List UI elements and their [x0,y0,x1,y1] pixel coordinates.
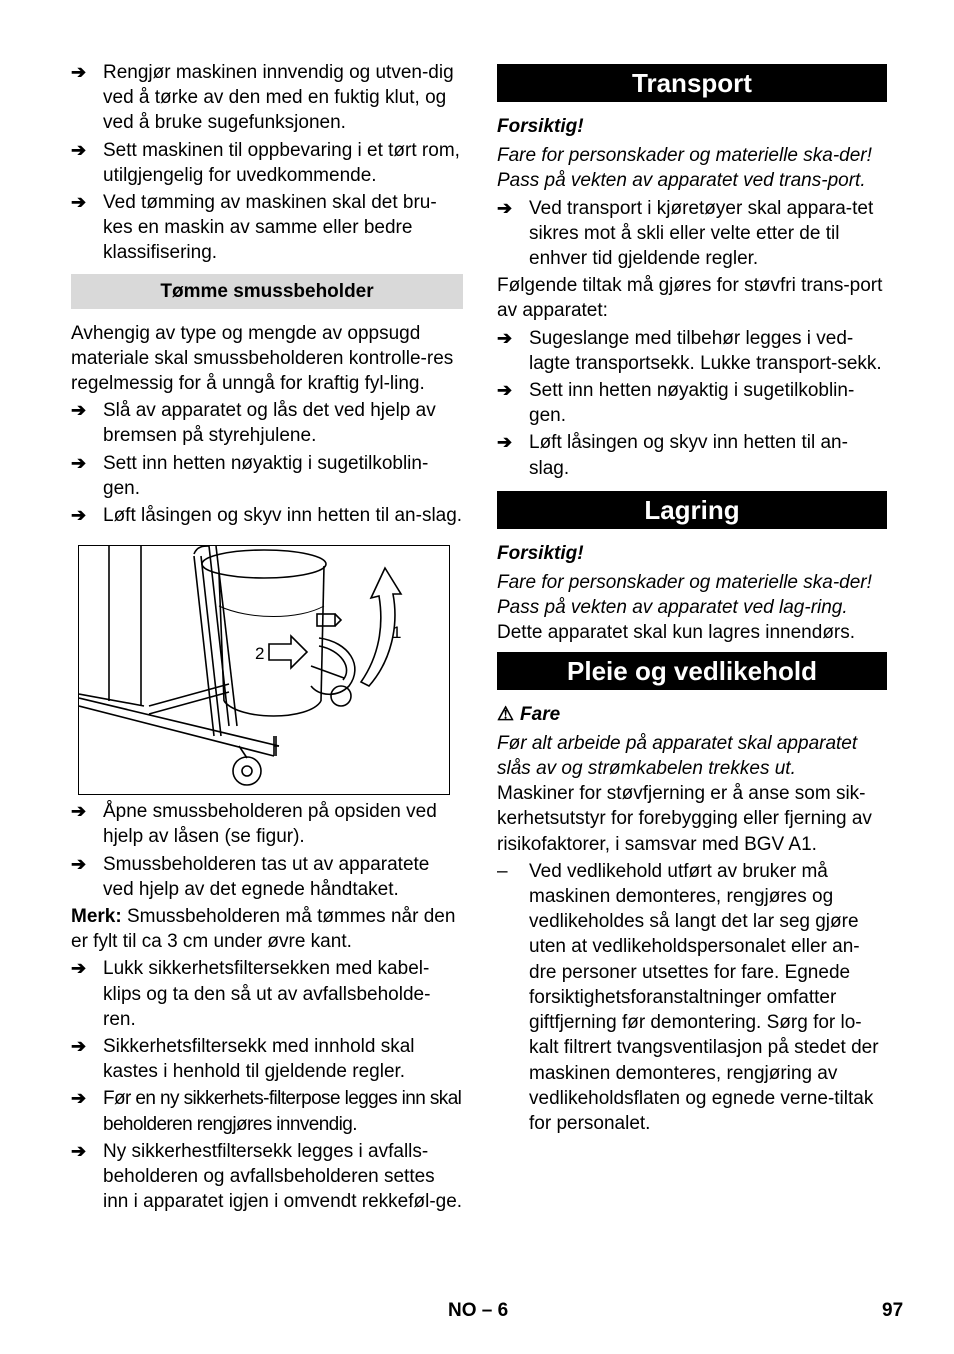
section-title-lagring: Lagring [497,491,887,529]
maintenance-dash-list [497,859,887,1136]
left-column [71,58,463,1215]
list-item: ➔ Smussbeholderen tas ut av apparatete ved hjelp av det egnede håndtaket. [71,853,430,900]
danger-text: Før alt arbeide på apparatet skal apparatet slås av og strømkabelen trekkes ut. [497,732,858,780]
arrow-icon: ➔ [71,1140,87,1161]
list-item: ➔ Ved tømming av maskinen skal det bru-kes en maskin av samme eller bedre klassifisering. [71,192,437,264]
list-item: ➔ Løft låsingen og skyv inn hetten til an-slag. [71,503,463,528]
transport-list-2 [497,326,887,481]
transport-list-1 [497,196,887,272]
arrow-icon: ➔ [497,432,513,453]
list-item: ➔ Løft låsingen og skyv inn hetten til an-slag. [497,432,848,479]
arrow-icon: ➔ [71,1088,86,1109]
list-item: ➔ Sikkerhetsfiltersekk med innhold skal kastes i henhold til gjeldende regler. [71,1036,415,1083]
page-number: 97 [882,1300,904,1321]
caution-text: Fare for personskader og materielle ska-der! Pass på vekten av apparatet ved lag-ring. [497,572,872,619]
list-item: ➔ Før en ny sikkerhets-filterpose legges inn skal beholderen rengjøres innvendig. [71,1088,462,1135]
list-item: – Ved vedlikehold utført av bruker må maskinen demonteres, rengjøres og vedlikeholdes så langt det lar seg gjøre uten at vedlikeholdspersonalet eller an-dre personer utsettes for fare. Egnede forsiktighetsforanstaltninger omfatter giftfjerning før demontering. Sørg for lo-kalt filtrert tvangsventilasjon på stedet der maskinen demonteres, rengjøring av vedlikeholdsflaten og egnede verne-tiltak for personalet. [497,860,879,1134]
caution-title: Forsiktig! [497,542,584,564]
arrow-icon: ➔ [71,452,87,473]
machine-illustration [79,546,449,794]
arrow-icon: ➔ [71,139,87,160]
note-text: Smussbeholderen må tømmes når den er fylt til ca 3 cm under øvre kant. [71,906,456,953]
figure-label-2: 2 [255,644,265,664]
list-item: ➔ Åpne smussbeholderen på opsiden ved hjelp av låsen (se figur). [71,801,437,848]
danger-title-row: ⚠ Fare [497,702,887,727]
arrow-icon: ➔ [497,380,513,401]
arrow-icon: ➔ [497,327,513,348]
footer-language-code: NO – 6 [448,1300,509,1321]
transport-paragraph: Følgende tiltak må gjøres for støvfri trans-port av apparatet: [497,275,883,322]
section-title-transport: Transport [497,64,887,102]
figure-label-1: 1 [392,623,402,643]
steps-list-b [71,799,463,902]
caution-text: Fare for personskader og materielle ska-der! Pass på vekten av apparatet ved trans-port. [497,145,872,192]
arrow-icon: ➔ [71,958,87,979]
list-item: ➔ Lukk sikkerhetsfiltersekken med kabel-klips og ta den så ut av avfallsbeholde-ren. [71,958,431,1030]
arrow-icon: ➔ [71,192,87,213]
arrow-icon: ➔ [71,853,87,874]
right-column [497,58,887,1136]
list-item: ➔ Rengjør maskinen innvendig og utven-dig ved å tørke av den med en fuktig klut, og ved å bruke sugefunksjonen. [71,62,454,134]
section-title-maintenance: Pleie og vedlikehold [497,652,887,690]
steps-list-a [71,398,463,528]
list-item: ➔ Sugeslange med tilbehør legges i ved-lagte transportsekk. Lukke transport-sekk. [497,327,882,374]
list-item: ➔ Ny sikkerhestfiltersekk legges i avfalls-beholderen og avfallsbeholderen settes inn i apparatet igjen i omvendt rekkeføl-ge. [71,1140,463,1213]
list-item: ➔ Sett maskinen til oppbevaring i et tørt rom, utilgjengelig for uvedkommende. [71,139,460,186]
steps-list-c [71,956,463,1214]
arrow-icon: ➔ [71,62,87,82]
intro-bullet-list [71,60,463,266]
list-item: ➔ Slå av apparatet og lås det ved hjelp av bremsen på styrehjulene. [71,400,436,447]
intro-paragraph: Avhengig av type og mengde av oppsugd materiale skal smussbeholderen kontrolle-res regelmessig for å unngå for kraftig fyl-ling. [71,322,454,395]
maintenance-paragraph: Maskiner for støvfjerning er å anse som sik-kerhetsutstyr for forebygging eller fjerning av risikofaktorer, i samsvar med BGV A1. [497,783,872,855]
list-item: ➔ Sett inn hetten nøyaktig i sugetilkoblin-gen. [497,380,855,427]
note-label: Merk: [71,906,122,928]
arrow-icon: ➔ [71,400,87,421]
list-item: ➔ Ved transport i kjøretøyer skal appara-tet sikres mot å skli eller velte etter de til enhver tid gjeldende regler. [497,197,874,270]
arrow-icon: ➔ [497,197,513,218]
warning-triangle-icon: ⚠ [497,703,515,725]
note-paragraph [71,904,463,954]
arrow-icon: ➔ [71,801,87,822]
caution-title: Forsiktig! [497,116,584,137]
container-latch-figure [78,545,450,795]
arrow-icon: ➔ [71,505,87,526]
lagring-paragraph: Dette apparatet skal kun lagres innendørs. [497,622,856,644]
list-item: ➔ Sett inn hetten nøyaktig i sugetilkoblin-gen. [71,452,429,499]
arrow-icon: ➔ [71,1036,87,1057]
dash-icon: – [497,860,508,882]
subheading-empty-container: Tømme smussbeholder [71,274,463,309]
